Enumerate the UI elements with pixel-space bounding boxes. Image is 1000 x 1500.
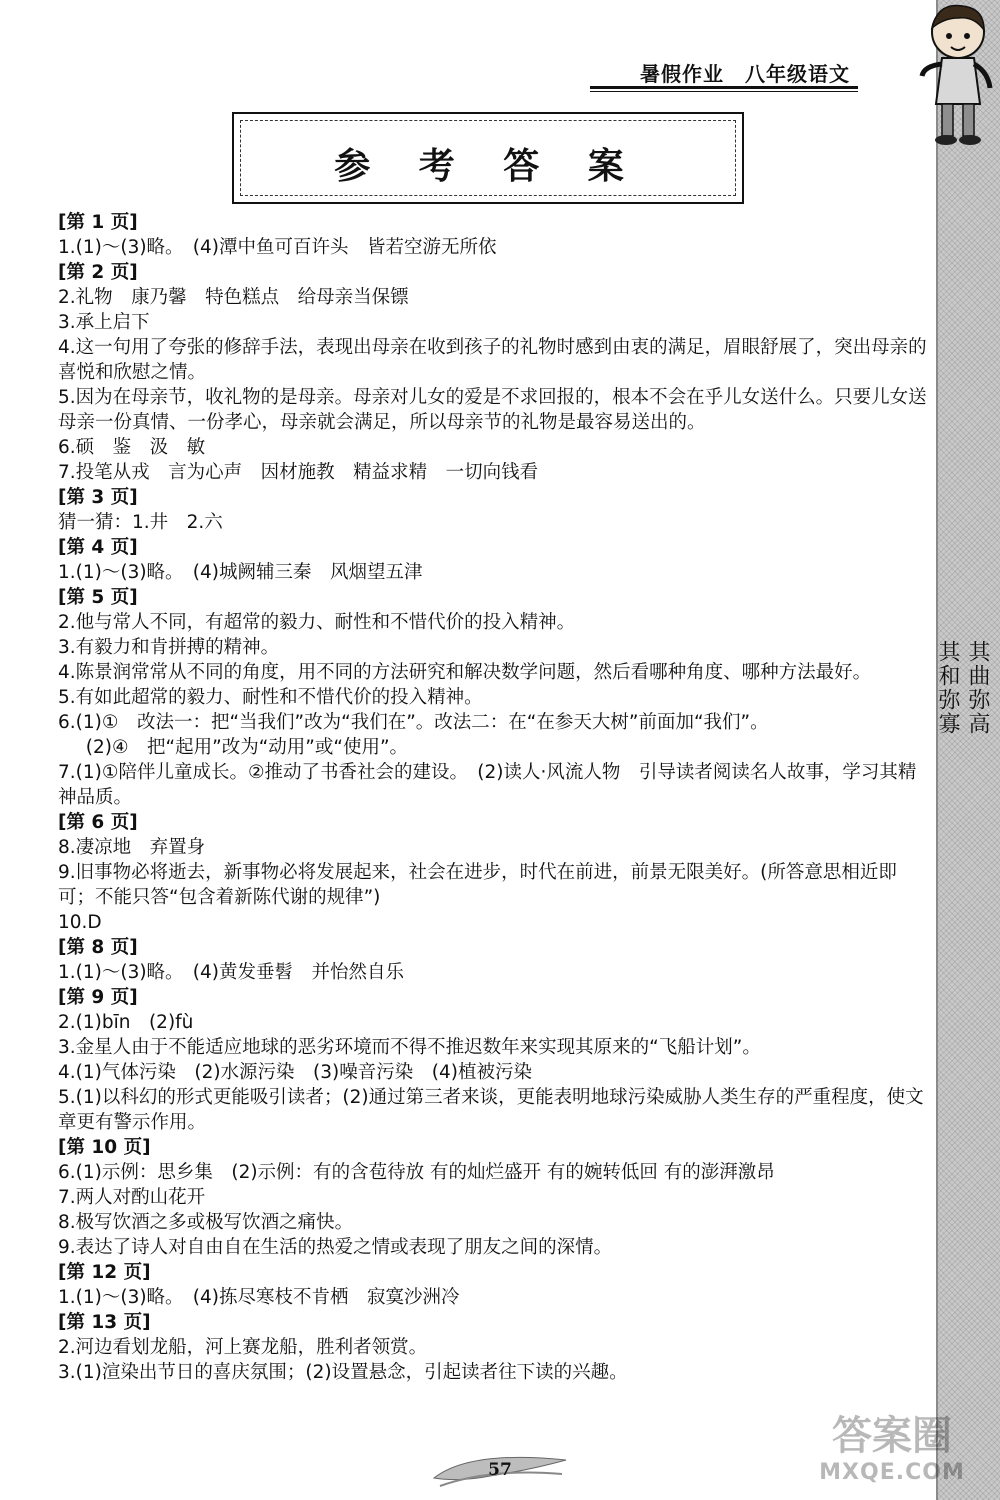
answer-line: 3.(1)渲染出节日的喜庆氛围；(2)设置悬念，引起读者往下读的兴趣。 [58, 1362, 628, 1383]
answer-line: 1.(1)～(3)略。 (4)城阙辅三秦 风烟望五津 [58, 562, 423, 583]
section-heading: [第 5 页] [58, 587, 138, 608]
answer-line: 4.(1)气体污染 (2)水源污染 (3)噪音污染 (4)植被污染 [58, 1062, 532, 1083]
answer-line: (2)④ 把“起用”改为“动用”或“使用”。 [85, 737, 409, 758]
section-heading: [第 9 页] [58, 987, 138, 1008]
answer-line: 3.承上启下 [58, 312, 150, 333]
page-number: 57 [488, 1460, 512, 1480]
answer-line: 1.(1)～(3)略。 (4)拣尽寒枝不肯栖 寂寞沙洲冷 [58, 1287, 460, 1308]
header-rule-thin [590, 91, 858, 92]
answer-line: 6.(1)① 改法一：把“当我们”改为“我们在”。改法二：在“在参天大树”前面加“我们”。 [58, 712, 769, 733]
section-heading: [第 4 页] [58, 537, 138, 558]
side-motto-line-2: 其和弥寡 [935, 640, 960, 736]
answer-line: 2.礼物 康乃馨 特色糕点 给母亲当保镖 [58, 287, 409, 308]
answer-line: 5.(1)以科幻的形式更能吸引读者；(2)通过第三者来谈，更能表明地球污染威胁人类生存的严重程度，使文章更有警示作用。 [58, 1087, 924, 1133]
answer-line: 8.凄凉地 弃置身 [58, 837, 206, 858]
answer-line: 1.(1)～(3)略。 (4)潭中鱼可百许头 皆若空游无所依 [58, 237, 497, 258]
answer-line: 6.硕 鉴 汲 敏 [58, 437, 206, 458]
answer-line: 6.(1)示例：思乡集 (2)示例：有的含苞待放 有的灿烂盛开 有的婉转低回 有的澎湃激昂 [58, 1162, 775, 1183]
section-heading: [第 6 页] [58, 812, 138, 833]
cartoon-boy-mascot-icon [918, 0, 996, 150]
watermark-logo-text: 答案圈 [832, 1413, 952, 1459]
header-title: 暑假作业 八年级语文 [640, 62, 850, 86]
section-heading: [第 10 页] [58, 1137, 151, 1158]
answer-line: 7.投笔从戎 言为心声 因材施教 精益求精 一切向钱看 [58, 462, 539, 483]
site-watermark [792, 1412, 992, 1492]
answer-line: 2.河边看划龙船，河上赛龙船，胜利者领赏。 [58, 1337, 428, 1358]
answer-line: 2.他与常人不同，有超常的毅力、耐性和不惜代价的投入精神。 [58, 612, 576, 633]
answer-line: 10.D [58, 912, 102, 933]
side-motto-line-1: 其曲弥高 [965, 640, 990, 736]
title-frame [232, 112, 744, 204]
side-motto [935, 640, 990, 870]
answer-line: 3.金星人由于不能适应地球的恶劣环境而不得不推迟数年来实现其原来的“飞船计划”。 [58, 1037, 761, 1058]
answer-line: 1.(1)～(3)略。 (4)黄发垂髫 并怡然自乐 [58, 962, 405, 983]
section-heading: [第 13 页] [58, 1312, 151, 1333]
document-title: 参 考 答 案 [334, 145, 642, 187]
answer-line: 猜一猜：1.井 2.六 [58, 512, 223, 533]
answer-line: 8.极写饮酒之多或极写饮酒之痛快。 [58, 1212, 354, 1233]
answer-line: 2.(1)bīn (2)fù [58, 1012, 194, 1033]
section-heading: [第 1 页] [58, 212, 138, 233]
answer-line: 9.旧事物必将逝去，新事物必将发展起来，社会在进步，时代在前进，前景无限美好。(所答意思相近即可；不能只答“包含着新陈代谢的规律”) [58, 862, 897, 908]
header-rule [590, 86, 858, 89]
section-heading: [第 8 页] [58, 937, 138, 958]
answer-line: 4.陈景润常常从不同的角度，用不同的方法研究和解决数学问题，然后看哪种角度、哪种方法最好。 [58, 662, 872, 683]
section-heading: [第 12 页] [58, 1262, 151, 1283]
section-heading: [第 2 页] [58, 262, 138, 283]
answer-line: 7.两人对酌山花开 [58, 1187, 206, 1208]
answer-list [58, 210, 930, 1385]
page-number-badge [430, 1448, 570, 1496]
answer-line: 5.因为在母亲节，收礼物的是母亲。母亲对儿女的爱是不求回报的，根本不会在乎儿女送什么。只要儿女送母亲一份真情、一份孝心，母亲就会满足，所以母亲节的礼物是最容易送出的。 [58, 387, 927, 433]
section-heading: [第 3 页] [58, 487, 138, 508]
answer-line: 9.表达了诗人对自由自在生活的热爱之情或表现了朋友之间的深情。 [58, 1237, 613, 1258]
answer-line: 4.这一句用了夸张的修辞手法，表现出母亲在收到孩子的礼物时感到由衷的满足，眉眼舒展了，突出母亲的喜悦和欣慰之情。 [58, 337, 927, 383]
answer-line: 3.有毅力和肯拼搏的精神。 [58, 637, 280, 658]
answer-line: 5.有如此超常的毅力、耐性和不惜代价的投入精神。 [58, 687, 483, 708]
watermark-url: MXQE.COM [819, 1460, 965, 1485]
answer-line: 7.(1)①陪伴儿童成长。②推动了书香社会的建设。 (2)读人·风流人物 引导读者阅读名人故事，学习其精神品质。 [58, 762, 917, 808]
